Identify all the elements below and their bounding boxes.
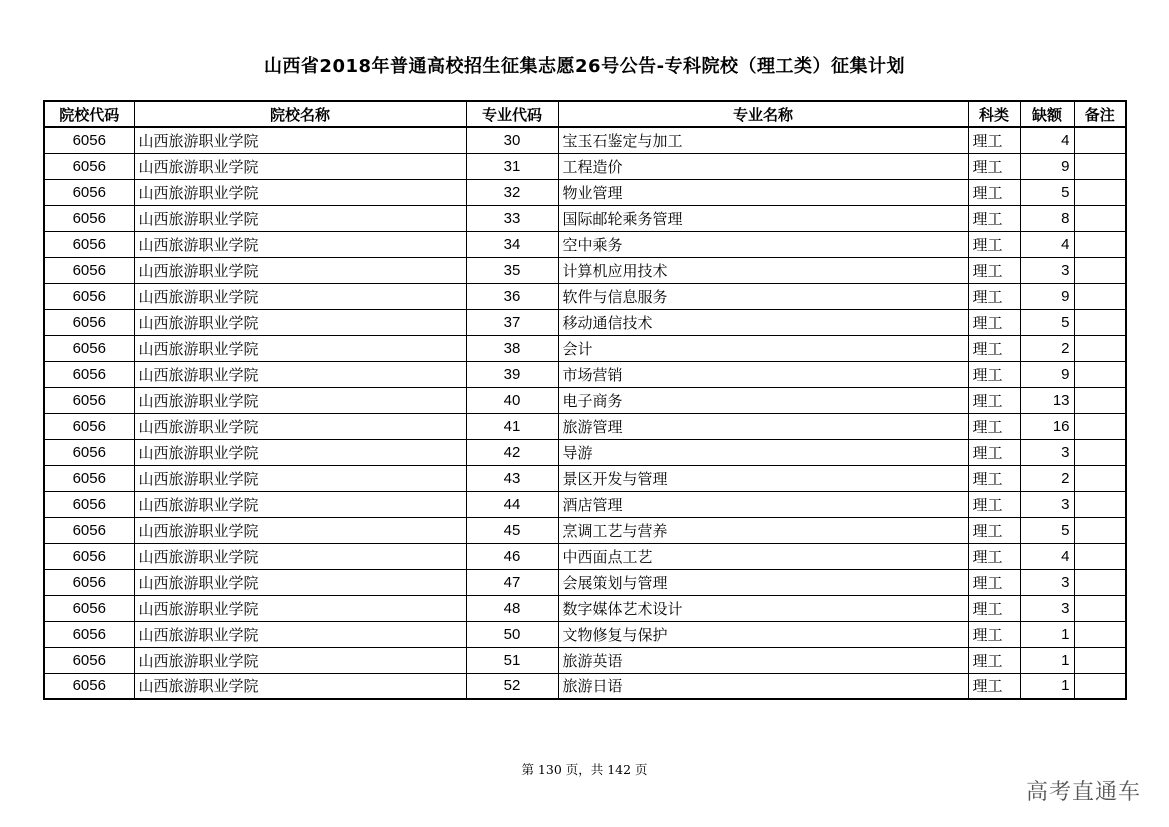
cell-major-code: 41	[466, 413, 558, 439]
table-row	[44, 543, 1126, 569]
cell-major-name: 电子商务	[558, 387, 968, 413]
table-row	[44, 595, 1126, 621]
cell-school-code: 6056	[44, 205, 134, 231]
cell-note	[1074, 387, 1126, 413]
cell-school-name: 山西旅游职业学院	[134, 231, 466, 257]
cell-school-name: 山西旅游职业学院	[134, 647, 466, 673]
cell-category: 理工	[968, 387, 1020, 413]
cell-vacancies: 4	[1020, 543, 1074, 569]
cell-category: 理工	[968, 439, 1020, 465]
page-number: 第 130 页，共 142 页	[521, 762, 648, 777]
table-row	[44, 335, 1126, 361]
cell-note	[1074, 179, 1126, 205]
cell-vacancies: 9	[1020, 361, 1074, 387]
cell-note	[1074, 205, 1126, 231]
cell-note	[1074, 335, 1126, 361]
cell-major-code: 37	[466, 309, 558, 335]
table-row	[44, 621, 1126, 647]
cell-major-name: 旅游英语	[558, 647, 968, 673]
cell-major-name: 市场营销	[558, 361, 968, 387]
cell-major-name: 物业管理	[558, 179, 968, 205]
cell-school-name: 山西旅游职业学院	[134, 543, 466, 569]
cell-major-code: 45	[466, 517, 558, 543]
cell-school-name: 山西旅游职业学院	[134, 517, 466, 543]
cell-major-name: 导游	[558, 439, 968, 465]
cell-school-name: 山西旅游职业学院	[134, 179, 466, 205]
cell-major-name: 酒店管理	[558, 491, 968, 517]
cell-vacancies: 1	[1020, 647, 1074, 673]
cell-major-code: 30	[466, 127, 558, 153]
cell-category: 理工	[968, 621, 1020, 647]
cell-school-name: 山西旅游职业学院	[134, 569, 466, 595]
cell-major-code: 44	[466, 491, 558, 517]
cell-major-code: 50	[466, 621, 558, 647]
enrollment-plan-table	[43, 100, 1127, 700]
cell-school-code: 6056	[44, 673, 134, 699]
table-row	[44, 231, 1126, 257]
cell-category: 理工	[968, 491, 1020, 517]
cell-note	[1074, 127, 1126, 153]
cell-major-name: 空中乘务	[558, 231, 968, 257]
cell-school-code: 6056	[44, 231, 134, 257]
header-note: 备注	[1074, 101, 1126, 127]
cell-note	[1074, 361, 1126, 387]
cell-major-name: 软件与信息服务	[558, 283, 968, 309]
cell-school-code: 6056	[44, 127, 134, 153]
header-category: 科类	[968, 101, 1020, 127]
table-row	[44, 153, 1126, 179]
cell-school-name: 山西旅游职业学院	[134, 491, 466, 517]
cell-category: 理工	[968, 283, 1020, 309]
table-row	[44, 517, 1126, 543]
cell-major-code: 32	[466, 179, 558, 205]
cell-major-code: 39	[466, 361, 558, 387]
table-header-row	[44, 101, 1126, 127]
cell-category: 理工	[968, 153, 1020, 179]
cell-vacancies: 2	[1020, 465, 1074, 491]
table-row	[44, 413, 1126, 439]
cell-school-code: 6056	[44, 413, 134, 439]
cell-category: 理工	[968, 569, 1020, 595]
table-row	[44, 439, 1126, 465]
cell-school-code: 6056	[44, 491, 134, 517]
cell-category: 理工	[968, 361, 1020, 387]
header-school-name: 院校名称	[134, 101, 466, 127]
cell-school-name: 山西旅游职业学院	[134, 361, 466, 387]
cell-vacancies: 3	[1020, 491, 1074, 517]
table-row	[44, 465, 1126, 491]
cell-major-code: 36	[466, 283, 558, 309]
cell-vacancies: 1	[1020, 673, 1074, 699]
cell-school-code: 6056	[44, 153, 134, 179]
cell-school-code: 6056	[44, 179, 134, 205]
cell-major-code: 52	[466, 673, 558, 699]
watermark: 高考直通车	[1025, 780, 1141, 805]
cell-note	[1074, 283, 1126, 309]
cell-school-code: 6056	[44, 387, 134, 413]
cell-note	[1074, 621, 1126, 647]
cell-school-name: 山西旅游职业学院	[134, 205, 466, 231]
cell-major-name: 会计	[558, 335, 968, 361]
cell-category: 理工	[968, 231, 1020, 257]
cell-note	[1074, 543, 1126, 569]
table-body	[44, 127, 1126, 699]
cell-school-name: 山西旅游职业学院	[134, 127, 466, 153]
cell-note	[1074, 309, 1126, 335]
cell-vacancies: 4	[1020, 231, 1074, 257]
cell-vacancies: 9	[1020, 153, 1074, 179]
cell-category: 理工	[968, 205, 1020, 231]
cell-note	[1074, 569, 1126, 595]
header-vacancies: 缺额	[1020, 101, 1074, 127]
cell-school-name: 山西旅游职业学院	[134, 621, 466, 647]
cell-category: 理工	[968, 179, 1020, 205]
cell-major-code: 31	[466, 153, 558, 179]
cell-note	[1074, 257, 1126, 283]
cell-major-name: 国际邮轮乘务管理	[558, 205, 968, 231]
cell-major-name: 中西面点工艺	[558, 543, 968, 569]
table-row	[44, 283, 1126, 309]
cell-category: 理工	[968, 309, 1020, 335]
cell-category: 理工	[968, 543, 1020, 569]
table-row	[44, 127, 1126, 153]
table-row	[44, 647, 1126, 673]
cell-major-code: 51	[466, 647, 558, 673]
cell-category: 理工	[968, 257, 1020, 283]
cell-vacancies: 5	[1020, 517, 1074, 543]
cell-school-code: 6056	[44, 621, 134, 647]
table-row	[44, 673, 1126, 699]
table-row	[44, 179, 1126, 205]
cell-vacancies: 2	[1020, 335, 1074, 361]
cell-school-name: 山西旅游职业学院	[134, 465, 466, 491]
cell-major-name: 宝玉石鉴定与加工	[558, 127, 968, 153]
cell-school-name: 山西旅游职业学院	[134, 387, 466, 413]
cell-major-code: 43	[466, 465, 558, 491]
cell-category: 理工	[968, 335, 1020, 361]
table-row	[44, 491, 1126, 517]
cell-school-code: 6056	[44, 647, 134, 673]
cell-vacancies: 1	[1020, 621, 1074, 647]
cell-major-code: 42	[466, 439, 558, 465]
cell-school-code: 6056	[44, 569, 134, 595]
cell-major-name: 移动通信技术	[558, 309, 968, 335]
cell-category: 理工	[968, 673, 1020, 699]
cell-school-name: 山西旅游职业学院	[134, 153, 466, 179]
table-row	[44, 205, 1126, 231]
cell-note	[1074, 465, 1126, 491]
cell-major-code: 33	[466, 205, 558, 231]
cell-school-name: 山西旅游职业学院	[134, 335, 466, 361]
cell-note	[1074, 595, 1126, 621]
table-row	[44, 309, 1126, 335]
cell-category: 理工	[968, 413, 1020, 439]
cell-vacancies: 4	[1020, 127, 1074, 153]
cell-major-code: 46	[466, 543, 558, 569]
cell-note	[1074, 491, 1126, 517]
cell-school-code: 6056	[44, 543, 134, 569]
cell-school-code: 6056	[44, 283, 134, 309]
cell-vacancies: 3	[1020, 595, 1074, 621]
header-school-code: 院校代码	[44, 101, 134, 127]
cell-vacancies: 13	[1020, 387, 1074, 413]
cell-school-code: 6056	[44, 439, 134, 465]
cell-vacancies: 3	[1020, 439, 1074, 465]
cell-category: 理工	[968, 647, 1020, 673]
cell-school-code: 6056	[44, 517, 134, 543]
cell-major-name: 景区开发与管理	[558, 465, 968, 491]
table-row	[44, 361, 1126, 387]
cell-major-code: 47	[466, 569, 558, 595]
page-title: 山西省2018年普通高校招生征集志愿26号公告-专科院校（理工类）征集计划	[263, 56, 906, 77]
cell-major-code: 38	[466, 335, 558, 361]
cell-vacancies: 3	[1020, 569, 1074, 595]
header-major-code: 专业代码	[466, 101, 558, 127]
cell-school-code: 6056	[44, 465, 134, 491]
cell-school-code: 6056	[44, 335, 134, 361]
cell-note	[1074, 231, 1126, 257]
table-row	[44, 257, 1126, 283]
table-row	[44, 387, 1126, 413]
cell-school-code: 6056	[44, 309, 134, 335]
cell-school-code: 6056	[44, 257, 134, 283]
cell-vacancies: 16	[1020, 413, 1074, 439]
cell-major-code: 34	[466, 231, 558, 257]
cell-vacancies: 3	[1020, 257, 1074, 283]
cell-major-code: 40	[466, 387, 558, 413]
cell-note	[1074, 647, 1126, 673]
cell-note	[1074, 673, 1126, 699]
cell-vacancies: 9	[1020, 283, 1074, 309]
cell-school-name: 山西旅游职业学院	[134, 595, 466, 621]
cell-school-name: 山西旅游职业学院	[134, 283, 466, 309]
cell-category: 理工	[968, 465, 1020, 491]
cell-major-code: 48	[466, 595, 558, 621]
cell-school-name: 山西旅游职业学院	[134, 439, 466, 465]
cell-major-name: 数字媒体艺术设计	[558, 595, 968, 621]
cell-note	[1074, 153, 1126, 179]
cell-vacancies: 5	[1020, 179, 1074, 205]
cell-note	[1074, 517, 1126, 543]
cell-school-name: 山西旅游职业学院	[134, 309, 466, 335]
cell-school-name: 山西旅游职业学院	[134, 257, 466, 283]
cell-vacancies: 5	[1020, 309, 1074, 335]
cell-category: 理工	[968, 517, 1020, 543]
header-major-name: 专业名称	[558, 101, 968, 127]
cell-vacancies: 8	[1020, 205, 1074, 231]
cell-school-name: 山西旅游职业学院	[134, 413, 466, 439]
cell-major-name: 烹调工艺与营养	[558, 517, 968, 543]
cell-school-code: 6056	[44, 595, 134, 621]
cell-major-name: 旅游日语	[558, 673, 968, 699]
cell-school-code: 6056	[44, 361, 134, 387]
cell-major-name: 旅游管理	[558, 413, 968, 439]
cell-major-name: 文物修复与保护	[558, 621, 968, 647]
cell-major-name: 计算机应用技术	[558, 257, 968, 283]
cell-category: 理工	[968, 595, 1020, 621]
table-row	[44, 569, 1126, 595]
cell-major-code: 35	[466, 257, 558, 283]
cell-note	[1074, 439, 1126, 465]
cell-category: 理工	[968, 127, 1020, 153]
cell-major-name: 工程造价	[558, 153, 968, 179]
cell-school-name: 山西旅游职业学院	[134, 673, 466, 699]
cell-major-name: 会展策划与管理	[558, 569, 968, 595]
cell-note	[1074, 413, 1126, 439]
